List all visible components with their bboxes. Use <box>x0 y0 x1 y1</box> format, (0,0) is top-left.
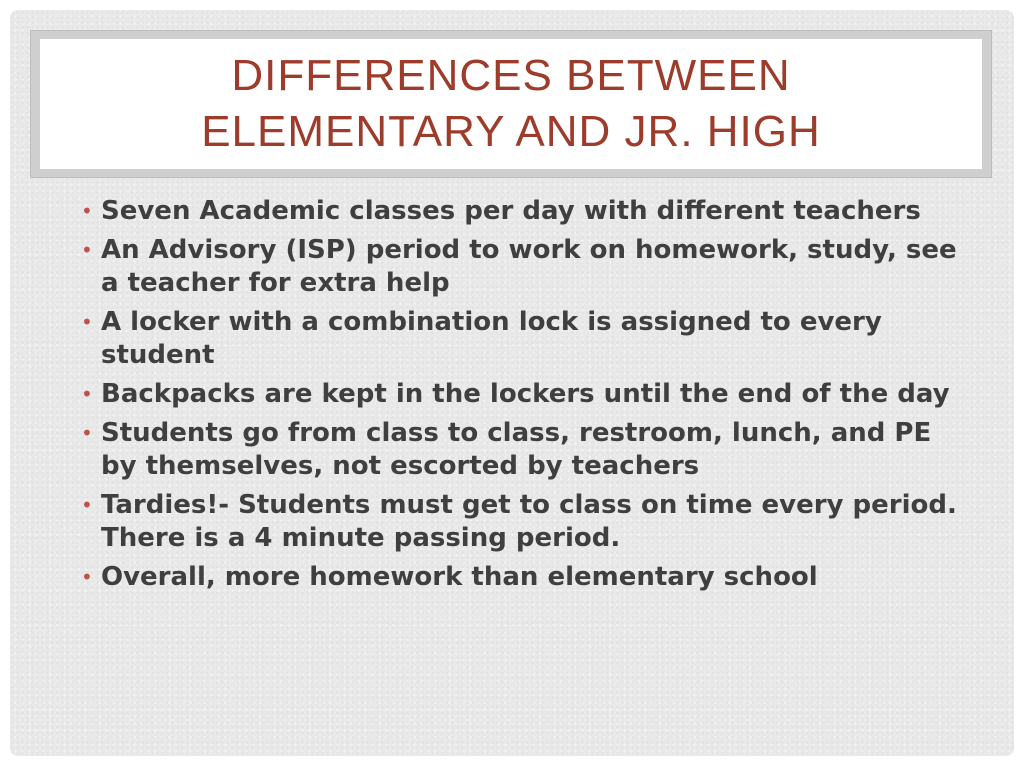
bullet-text: A locker with a combination lock is assigned to every student <box>101 307 882 370</box>
bullet-icon: • <box>81 382 93 406</box>
bullet-text: An Advisory (ISP) period to work on homework, study, see a teacher for extra help <box>101 235 957 298</box>
bullet-item <box>72 378 972 411</box>
bullet-icon: • <box>81 493 93 517</box>
bullet-text: Seven Academic classes per day with different teachers <box>101 196 921 226</box>
title-line-1: DIFFERENCES BETWEEN <box>231 51 791 100</box>
bullet-item <box>72 417 972 483</box>
bullet-item <box>72 306 972 372</box>
bullet-list <box>72 195 975 600</box>
bullet-item <box>72 234 972 300</box>
bullet-item <box>72 489 975 555</box>
bullet-icon: • <box>81 199 93 223</box>
bullet-icon: • <box>81 310 93 334</box>
bullet-text: Students go from class to class, restroom, lunch, and PE by themselves, not escorted by teachers <box>101 418 932 481</box>
bullet-icon: • <box>81 421 93 445</box>
title-frame <box>30 30 992 178</box>
bullet-item <box>72 561 972 594</box>
bullet-item <box>72 195 972 228</box>
slide-title <box>201 48 821 160</box>
bullet-text: Backpacks are kept in the lockers until the end of the day <box>101 379 950 409</box>
bullet-icon: • <box>81 565 93 589</box>
slide <box>10 10 1014 756</box>
bullet-text: Overall, more homework than elementary school <box>101 562 818 592</box>
bullet-icon: • <box>81 238 93 262</box>
title-panel <box>40 39 982 169</box>
title-line-2: ELEMENTARY AND JR. HIGH <box>201 107 821 156</box>
bullet-text: Tardies!- Students must get to class on time every period. There is a 4 minute passing period. <box>101 490 975 553</box>
